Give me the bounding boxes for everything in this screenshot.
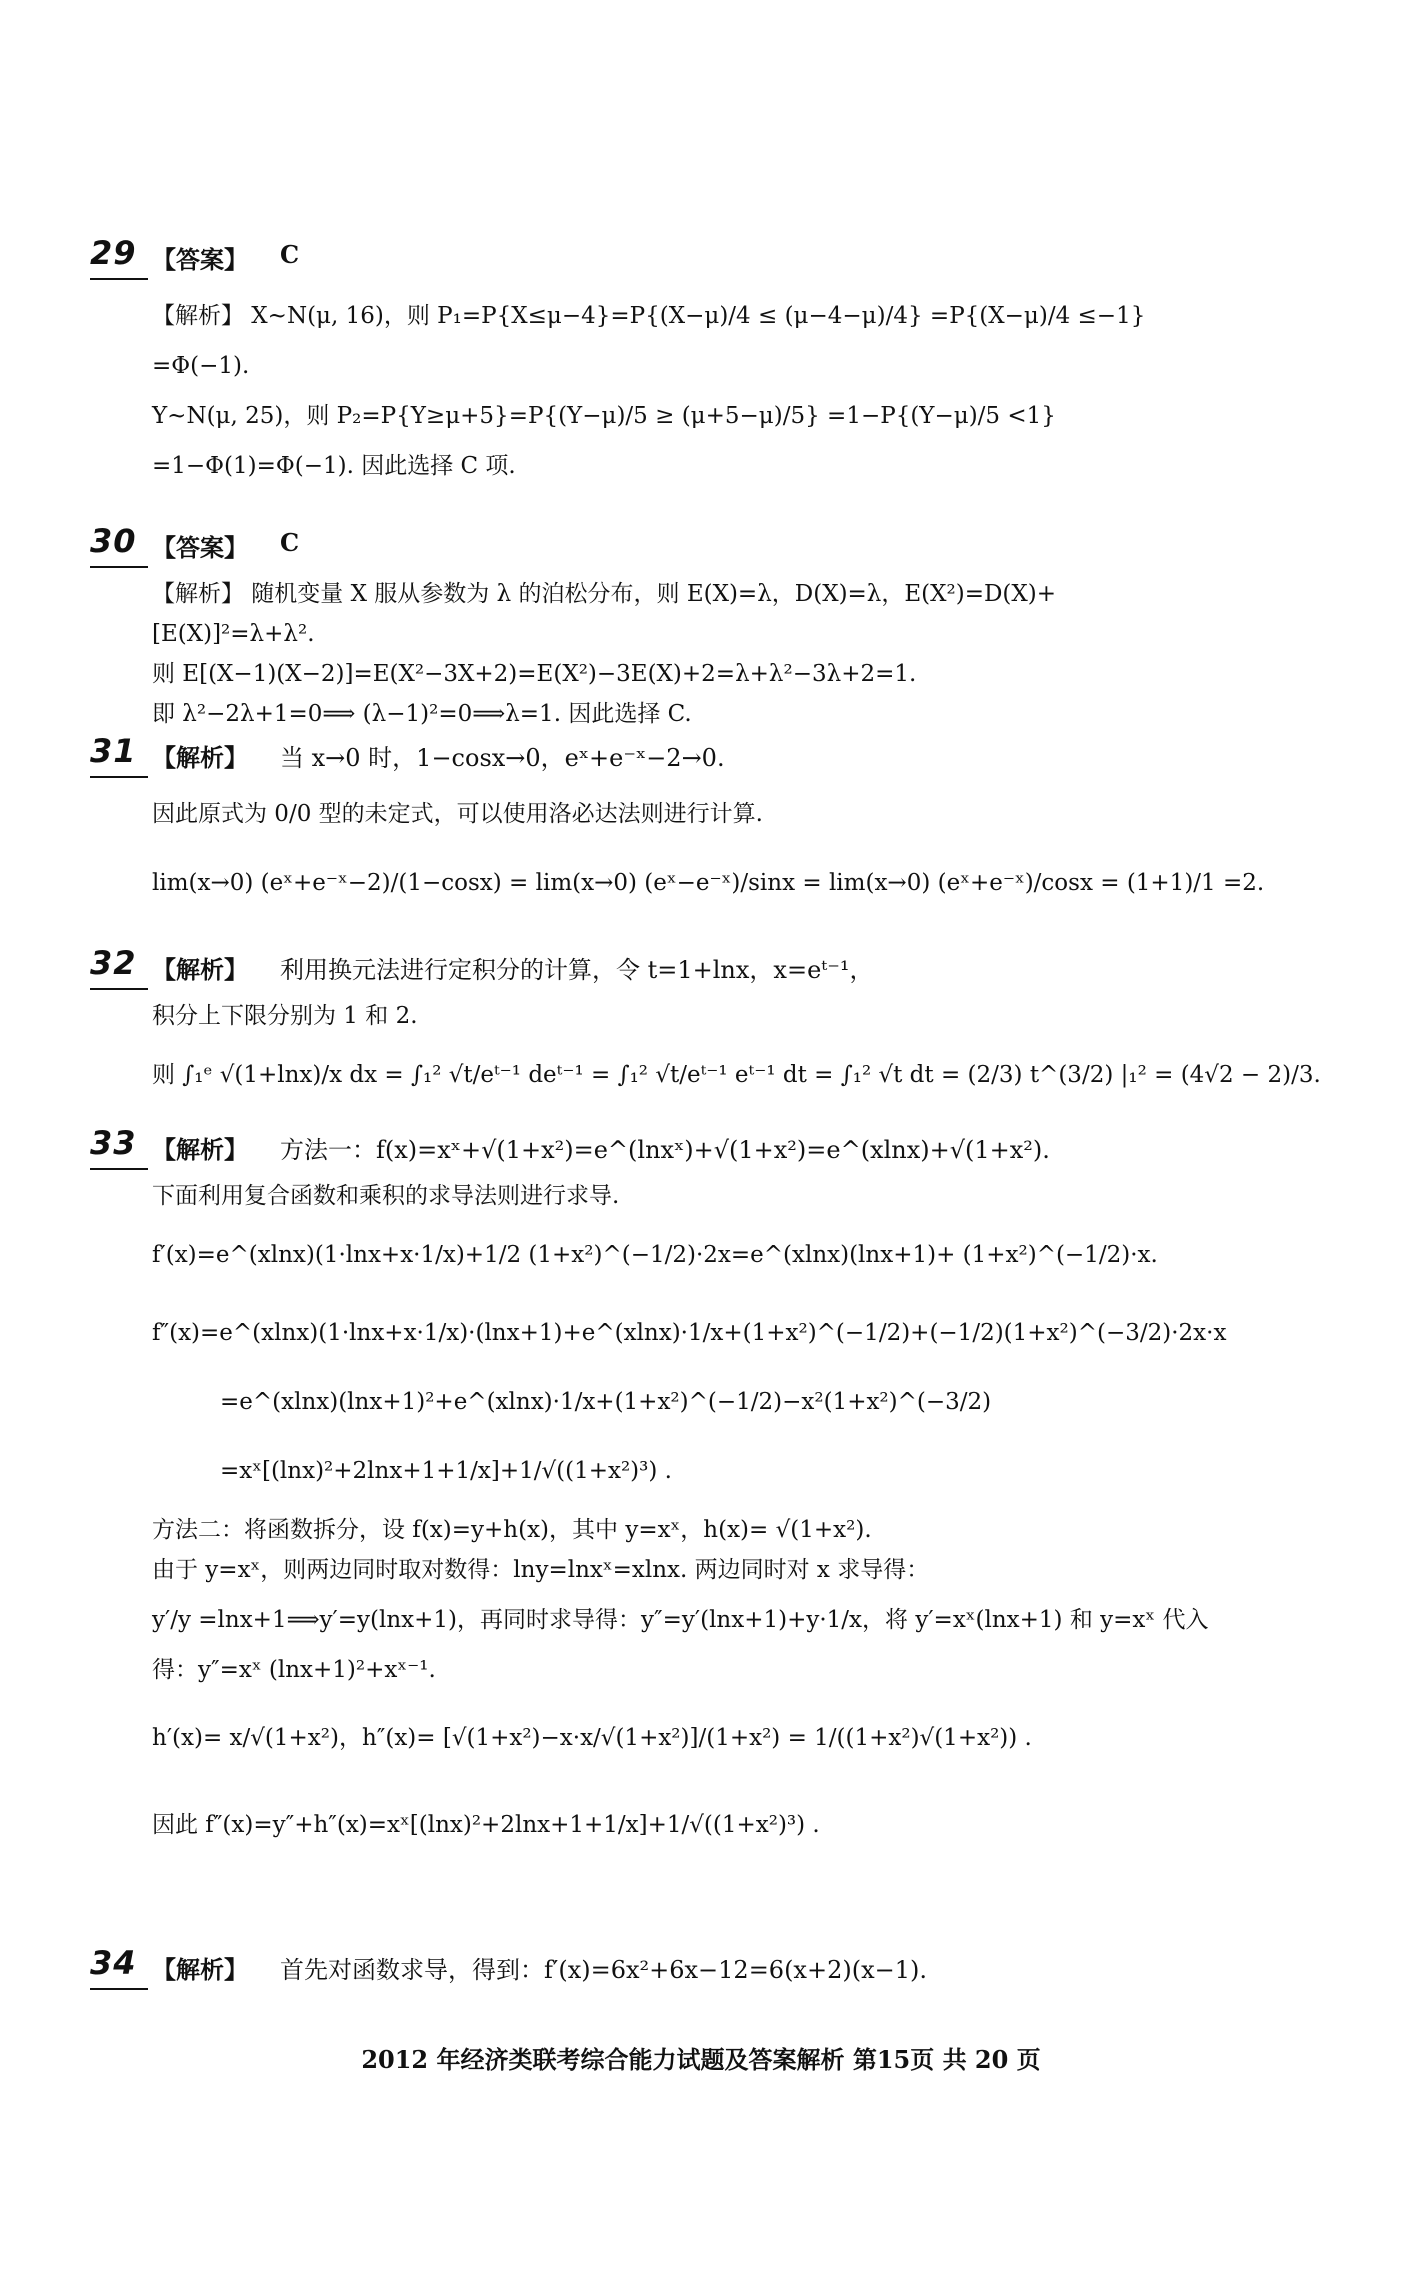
- question-number: 29: [90, 234, 137, 272]
- analysis-line: 【解析】 随机变量 X 服从参数为 λ 的泊松分布，则 E(X)=λ，D(X)=λ，E(X²)=D(X)+: [152, 581, 1057, 607]
- page-footer: 2012 年经济类联考综合能力试题及答案解析 第15页 共 20 页: [361, 2045, 1041, 2074]
- question-number: 33: [90, 1124, 137, 1162]
- analysis-line: =Φ(−1).: [152, 353, 250, 379]
- analysis-line: 积分上下限分别为 1 和 2.: [152, 1003, 418, 1029]
- analysis-lead: 利用换元法进行定积分的计算，令 t=1+lnx，x=eᵗ⁻¹，: [280, 956, 874, 984]
- answer-tag: 【答案】: [152, 245, 248, 274]
- answer-choice: C: [280, 528, 300, 557]
- analysis-line: y′/y =lnx+1⟹y′=y(lnx+1)，再同时求导得：y″=y′(lnx+1)+y·1/x，将 y′=xˣ(lnx+1) 和 y=xˣ 代入: [152, 1607, 1209, 1633]
- analysis-line: =1−Φ(1)=Φ(−1). 因此选择 C 项.: [152, 453, 516, 479]
- formula-line: =e^(xlnx)(lnx+1)²+e^(xlnx)·1/x+(1+x²)^(−1/2)−x²(1+x²)^(−3/2): [220, 1389, 992, 1415]
- analysis-tag: 【解析】: [152, 1135, 248, 1164]
- analysis-line: 则 E[(X−1)(X−2)]=E(X²−3X+2)=E(X²)−3E(X)+2=λ+λ²−3λ+2=1.: [152, 661, 917, 687]
- formula-line: 因此 f″(x)=y″+h″(x)=xˣ[(lnx)²+2lnx+1+1/x]+1/√((1+x²)³) .: [152, 1812, 820, 1838]
- formula-line: f′(x)=e^(xlnx)(1·lnx+x·1/x)+1/2 (1+x²)^(−1/2)·2x=e^(xlnx)(lnx+1)+ (1+x²)^(−1/2)·x.: [152, 1242, 1158, 1268]
- question-29: [90, 234, 1330, 486]
- question-number: 31: [90, 732, 137, 770]
- formula-line: 则 ∫₁ᵉ √(1+lnx)/x dx = ∫₁² √t/eᵗ⁻¹ deᵗ⁻¹ = ∫₁² √t/eᵗ⁻¹ eᵗ⁻¹ dt = ∫₁² √t dt = (2/3) t^(3/2) |₁² = (4√2 − 2)/3.: [152, 1062, 1321, 1088]
- analysis-line: 【解析】 X~N(μ, 16)，则 P₁=P{X≤μ−4}=P{(X−μ)/4 ≤ (μ−4−μ)/4} =P{(X−μ)/4 ≤−1}: [152, 303, 1146, 329]
- analysis-line: [E(X)]²=λ+λ².: [152, 621, 315, 647]
- formula-line: h′(x)= x/√(1+x²)，h″(x)= [√(1+x²)−x·x/√(1+x²)]/(1+x²) = 1/((1+x²)√(1+x²)) .: [152, 1725, 1032, 1751]
- formula-line: lim(x→0) (eˣ+e⁻ˣ−2)/(1−cosx) = lim(x→0) (eˣ−e⁻ˣ)/sinx = lim(x→0) (eˣ+e⁻ˣ)/cosx = (1+1)/1 =2.: [152, 870, 1265, 896]
- formula-line: =xˣ[(lnx)²+2lnx+1+1/x]+1/√((1+x²)³) .: [220, 1458, 672, 1484]
- analysis-line: 因此原式为 0/0 型的未定式，可以使用洛必达法则进行计算.: [152, 801, 763, 827]
- analysis-lead: 首先对函数求导，得到：f′(x)=6x²+6x−12=6(x+2)(x−1).: [280, 1956, 927, 1984]
- question-33: [90, 1124, 1330, 1864]
- question-number: 30: [90, 522, 137, 560]
- question-31: [90, 732, 1330, 922]
- analysis-tag: 【解析】: [152, 955, 248, 984]
- answer-choice: C: [280, 240, 300, 269]
- analysis-lead: 方法一：f(x)=xˣ+√(1+x²)=e^(lnxˣ)+√(1+x²)=e^(xlnx)+√(1+x²).: [280, 1136, 1050, 1164]
- analysis-line: 下面利用复合函数和乘积的求导法则进行求导.: [152, 1183, 620, 1209]
- question-34: [90, 1944, 1330, 1996]
- analysis-tag: 【解析】: [152, 743, 248, 772]
- analysis-line: 由于 y=xˣ，则两边同时取对数得：lny=lnxˣ=xlnx. 两边同时对 x 求导得：: [152, 1557, 930, 1583]
- question-30: [90, 522, 1330, 734]
- question-underline: [90, 566, 148, 568]
- analysis-lead: 当 x→0 时，1−cosx→0，eˣ+e⁻ˣ−2→0.: [280, 744, 725, 772]
- analysis-tag: 【解析】: [152, 1955, 248, 1984]
- analysis-line: Y~N(μ, 25)，则 P₂=P{Y≥μ+5}=P{(Y−μ)/5 ≥ (μ+5−μ)/5} =1−P{(Y−μ)/5 <1}: [152, 403, 1056, 429]
- formula-line: f″(x)=e^(xlnx)(1·lnx+x·1/x)·(lnx+1)+e^(xlnx)·1/x+(1+x²)^(−1/2)+(−1/2)(1+x²)^(−3/2)·2x·x: [152, 1320, 1227, 1346]
- question-32: [90, 944, 1330, 1114]
- question-underline: [90, 776, 148, 778]
- question-underline: [90, 278, 148, 280]
- question-underline: [90, 1988, 148, 1990]
- question-underline: [90, 1168, 148, 1170]
- analysis-line: 方法二：将函数拆分，设 f(x)=y+h(x)，其中 y=xˣ，h(x)= √(1+x²).: [152, 1517, 872, 1543]
- analysis-line: 即 λ²−2λ+1=0⟹ (λ−1)²=0⟹λ=1. 因此选择 C.: [152, 701, 692, 727]
- question-underline: [90, 988, 148, 990]
- question-number: 34: [90, 1944, 137, 1982]
- analysis-line: 得：y″=xˣ (lnx+1)²+xˣ⁻¹.: [152, 1657, 436, 1683]
- question-number: 32: [90, 944, 137, 982]
- answer-tag: 【答案】: [152, 533, 248, 562]
